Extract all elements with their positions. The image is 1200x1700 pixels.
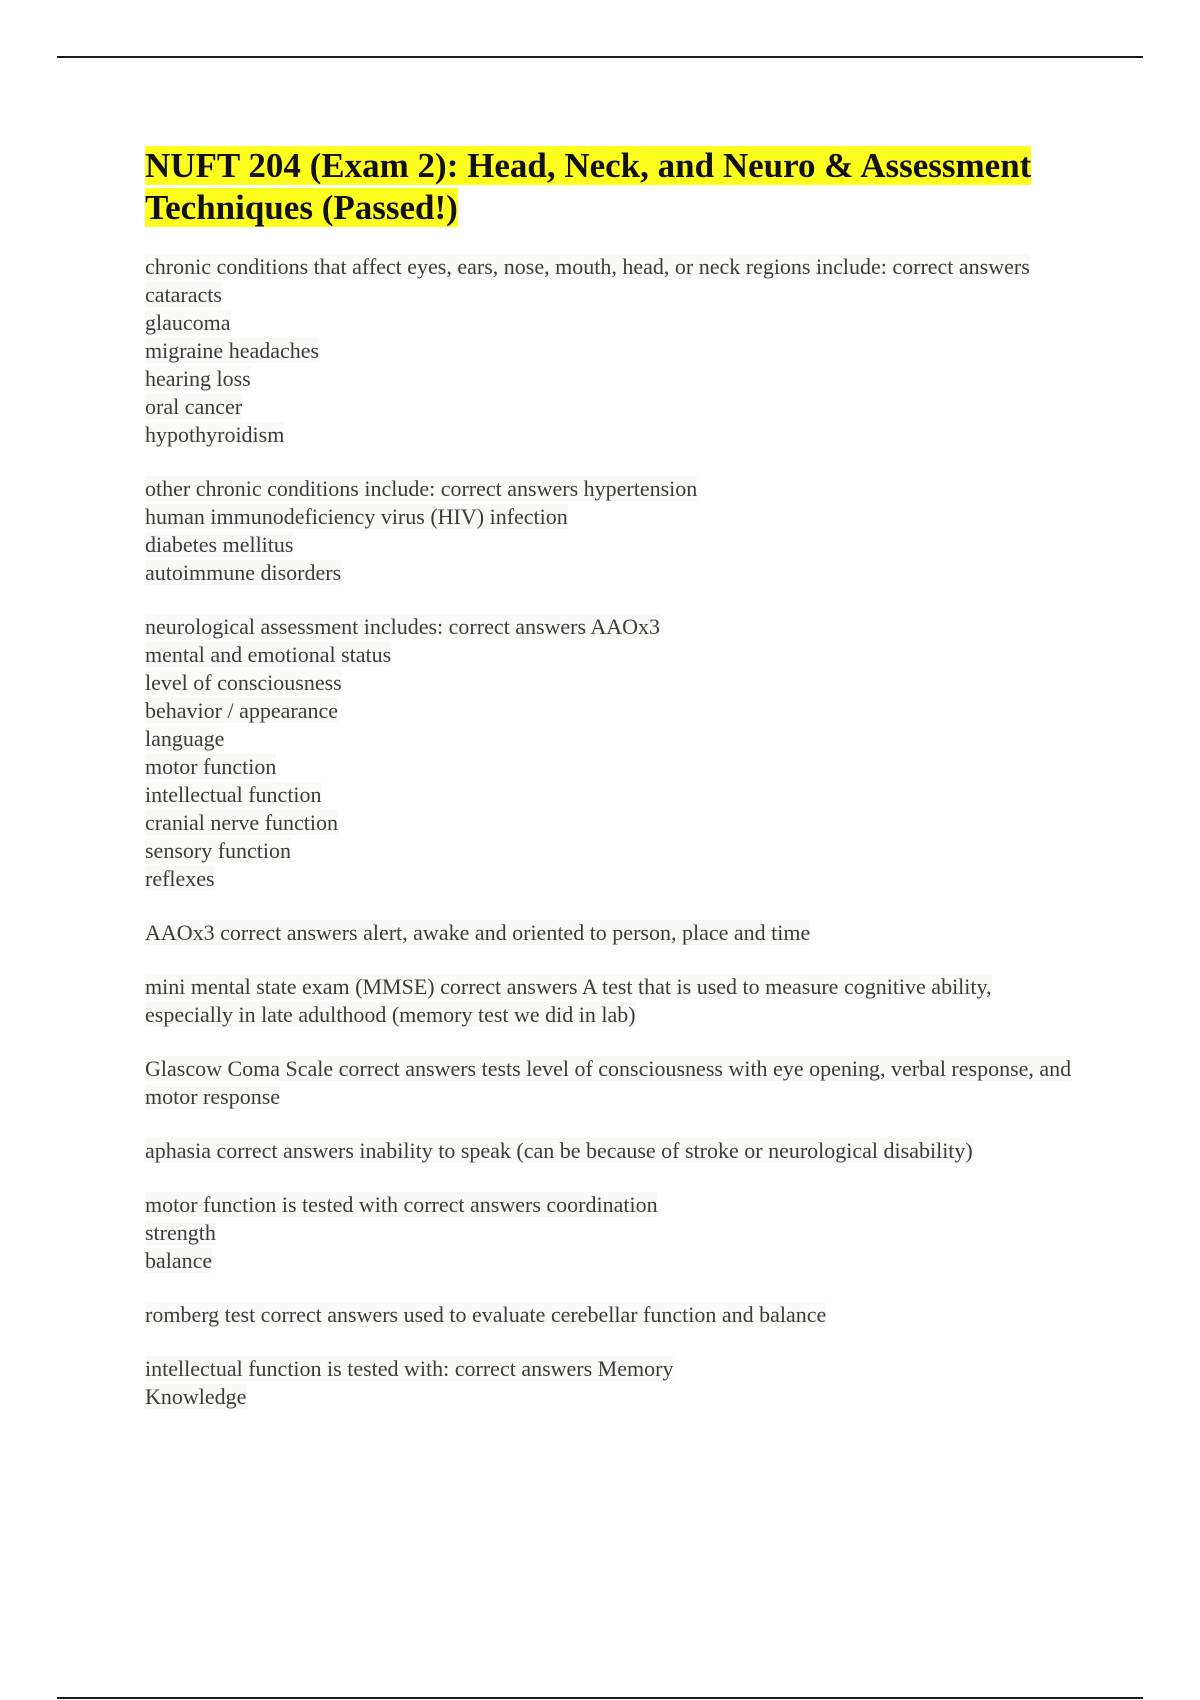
entry-line: aphasia correct answers inability to speak (can be because of stroke or neurological disability)	[145, 1138, 973, 1163]
qa-entry	[145, 253, 1085, 449]
document-title	[145, 145, 1085, 229]
qa-entry	[145, 1055, 1085, 1111]
entry-line: migraine headaches	[145, 338, 320, 363]
qa-entry	[145, 1355, 1085, 1411]
entry-line: autoimmune disorders	[145, 560, 342, 585]
entry-line: AAOx3 correct answers alert, awake and oriented to person, place and time	[145, 920, 811, 945]
qa-entry	[145, 1137, 1085, 1165]
entry-line: other chronic conditions include: correct answers hypertension	[145, 476, 698, 501]
top-rule	[57, 56, 1143, 58]
entry-line: Knowledge	[145, 1384, 247, 1409]
entry-line: diabetes mellitus	[145, 532, 294, 557]
entry-line: human immunodeficiency virus (HIV) infection	[145, 504, 568, 529]
entry-line: Glascow Coma Scale correct answers tests level of consciousness with eye opening, verbal response, and motor response	[145, 1056, 1072, 1109]
qa-entry	[145, 919, 1085, 947]
entry-line: balance	[145, 1248, 213, 1273]
entry-line: reflexes	[145, 866, 215, 891]
entry-line: chronic conditions that affect eyes, ears, nose, mouth, head, or neck regions include: correct answers cataracts	[145, 254, 1030, 307]
qa-entry	[145, 1301, 1085, 1329]
entry-line: oral cancer	[145, 394, 243, 419]
entry-line: sensory function	[145, 838, 292, 863]
entry-line: level of consciousness	[145, 670, 342, 695]
qa-entry	[145, 1191, 1085, 1275]
entry-line: neurological assessment includes: correct answers AAOx3	[145, 614, 661, 639]
entry-line: intellectual function	[145, 782, 322, 807]
entry-line: glaucoma	[145, 310, 231, 335]
entry-line: mini mental state exam (MMSE) correct answers A test that is used to measure cognitive ability, especially in late adulthood (memory test we did in lab)	[145, 974, 992, 1027]
document-body	[145, 145, 1085, 1437]
entry-line: hypothyroidism	[145, 422, 285, 447]
entry-line: intellectual function is tested with: correct answers Memory	[145, 1356, 674, 1381]
entry-line: motor function is tested with correct answers coordination	[145, 1192, 658, 1217]
entry-line: cranial nerve function	[145, 810, 339, 835]
entry-line: language	[145, 726, 225, 751]
qa-entry	[145, 613, 1085, 893]
qa-entry	[145, 973, 1085, 1029]
entry-line: behavior / appearance	[145, 698, 338, 723]
entry-line: motor function	[145, 754, 277, 779]
bottom-rule	[57, 1697, 1143, 1699]
entry-line: romberg test correct answers used to evaluate cerebellar function and balance	[145, 1302, 827, 1327]
document-title-text: NUFT 204 (Exam 2): Head, Neck, and Neuro & Assessment Techniques (Passed!)	[145, 146, 1032, 227]
entry-line: hearing loss	[145, 366, 251, 391]
entry-line: strength	[145, 1220, 216, 1245]
entry-line: mental and emotional status	[145, 642, 392, 667]
qa-entry	[145, 475, 1085, 587]
